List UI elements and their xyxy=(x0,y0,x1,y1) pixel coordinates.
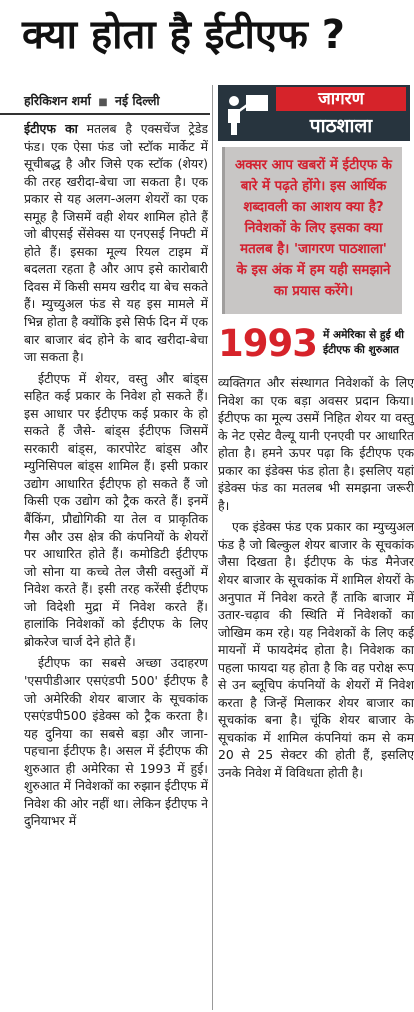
column-divider xyxy=(212,85,213,1010)
subhead-year: 1993 xyxy=(218,322,317,365)
article-title: क्या होता है ईटीएफ ? xyxy=(22,12,345,58)
left-column xyxy=(24,120,208,1010)
author-name: हरिकिशन शर्मा xyxy=(24,93,91,108)
subhead-text: में अमेरिका से हुई थी ईटीएफ की शुरुआत xyxy=(322,329,404,356)
body-paragraph-3: ईटीएफ का सबसे अच्छा उदाहरण 'एसपीडीआर एसएंडपी 500' ईटीएफ है जो अमेरिकी शेयर बाजार के सूचकांक एसएंडपी500 इंडेक्स को ट्रैक करता है। यह दुनिया का सबसे बड़ा और जाना-पहचाना ईटीएफ है। असल में ईटीएफ की शुरुआत ही अमेरिका से 1993 में हुई। शुरुआत में निवेशकों का रुझान ईटीएफ में निवेश की ओर नहीं था। लेकिन ईटीएफ ने दुनियाभर में xyxy=(24,655,208,829)
intro-callout: अक्सर आप खबरों में ईटीएफ के बारे में पढ़ते होंगे। इस आर्थिक शब्दावली का आशय क्या है? निवेशकों के लिए इसका क्या मतलब है। 'जागरण पाठशाला' के इस अंक में हम यही समझाने का प्रयास करेंगे। xyxy=(222,147,402,314)
byline xyxy=(24,92,160,109)
byline-rule xyxy=(0,113,210,115)
paragraph-text: मतलब है एक्सचेंज ट्रेडेड फंड। एक ऐसा फंड जो स्टॉक मार्केट में सूचीबद्ध है और जिसे एक स्टॉक (शेयर) की तरह खरीदा-बेचा जा सकता है। एक प्रकार से यह अलग-अलग शेयरों का एक समूह है जिसमें वही शेयर शामिल होते हैं जो बीएसई सेंसेक्स या एनएसई निफ्टी में होते हैं। इसका मूल्य रियल टाइम में बदलता रहता है और आप इसे कारोबारी दिवस में किसी समय खरीद या बेच सकते हैं। म्युच्युअल फंड से यह इस मामले में भिन्न होता है क्योंकि इसे सिर्फ दिन में एक बार बाजार बंद होने के बाद खरीदा-बेचा जा सकता है। xyxy=(24,121,208,365)
banner-line-1: जागरण xyxy=(276,87,406,111)
body-paragraph-2: ईटीएफ में शेयर, वस्तु और बांड्स सहित कई प्रकार के निवेश हो सकते हैं। इस आधार पर ईटीएफ कई प्रकार के हो सकते हैं जैसे- बांड्स ईटीएफ जिसमें सरकारी बांड्स, कारपोरेट बांड्स और म्युनिसिपल बांड्स शामिल हैं। इसी प्रकार उद्योग आधारित ईटीएफ हो सकते हैं जो किसी एक उद्योग को ट्रैक करते हैं। इनमें बैंकिंग, प्रौद्योगिकी या तेल व प्राकृतिक गैस और उस क्षेत्र की कंपनियों के शेयरों पर आधारित होते हैं। कमोडिटी ईटीएफ जो सोना या कच्चे तेल जैसी वस्तुओं में निवेश करते हैं। इसी तरह करेंसी ईटीएफ जो विदेशी मुद्रा में निवेश करते हैं। हालांकि निवेशकों को ईटीएफ के लिए ब्रोकरेज चार्ज देने होते हैं। xyxy=(24,370,208,649)
lead-word: ईटीएफ का xyxy=(24,121,78,136)
right-column xyxy=(218,85,414,1010)
body-paragraph-1 xyxy=(24,120,208,366)
right-paragraph-2: एक इंडेक्स फंड एक प्रकार का म्युच्युअल फंड है जो बिल्कुल शेयर बाजार के सूचकांक जैसा दिखता है। ईटीएफ के फंड मैनेजर शेयर बाजार के सूचकांक में शामिल शेयरों के अनुपात में निवेश करते हैं ताकि बाजार में उतार-चढ़ाव की स्थिति में निवेशकों का जोखिम कम रहे। यह निवेशकों के लिए कई मायनों में फायदेमंद होता है। निवेशक का पहला फायदा यह होता है कि वह परोक्ष रूप से उन ब्लूचिप कंपनियों के शेयरों में निवेश करता है जिन्हें मिलाकर शेयर बाजार का सूचकांक बना है। चूंकि शेयर बाजार के सूचकांक में शामिल कंपनियां कम से कम 20 से 25 सेक्टर की होती हैं, इसलिए उनके निवेश में विविधता होती है। xyxy=(218,519,414,781)
banner-line-2: पाठशाला xyxy=(309,115,373,137)
right-paragraph-1: व्यक्तिगत और संस्थागत निवेशकों के लिए निवेश का एक बड़ा अवसर प्रदान किया। ईटीएफ का मूल्य उसमें निहित शेयर या वस्तु के नेट एसेट वैल्यू यानी एनएवी पर आधारित होता है। हमने ऊपर पढ़ा कि ईटीएफ एक प्रकार का इंडेक्स फंड होता है। इसलिए यहां इंडेक्स फंड का मतलब भी समझना जरूरी है। xyxy=(218,375,414,513)
byline-separator: ■ xyxy=(98,97,108,108)
subhead xyxy=(218,324,414,366)
teacher-pointing-board-icon xyxy=(224,89,272,137)
dateline-location: नई दिल्ली xyxy=(115,93,160,108)
jagran-pathshala-banner xyxy=(218,85,410,141)
